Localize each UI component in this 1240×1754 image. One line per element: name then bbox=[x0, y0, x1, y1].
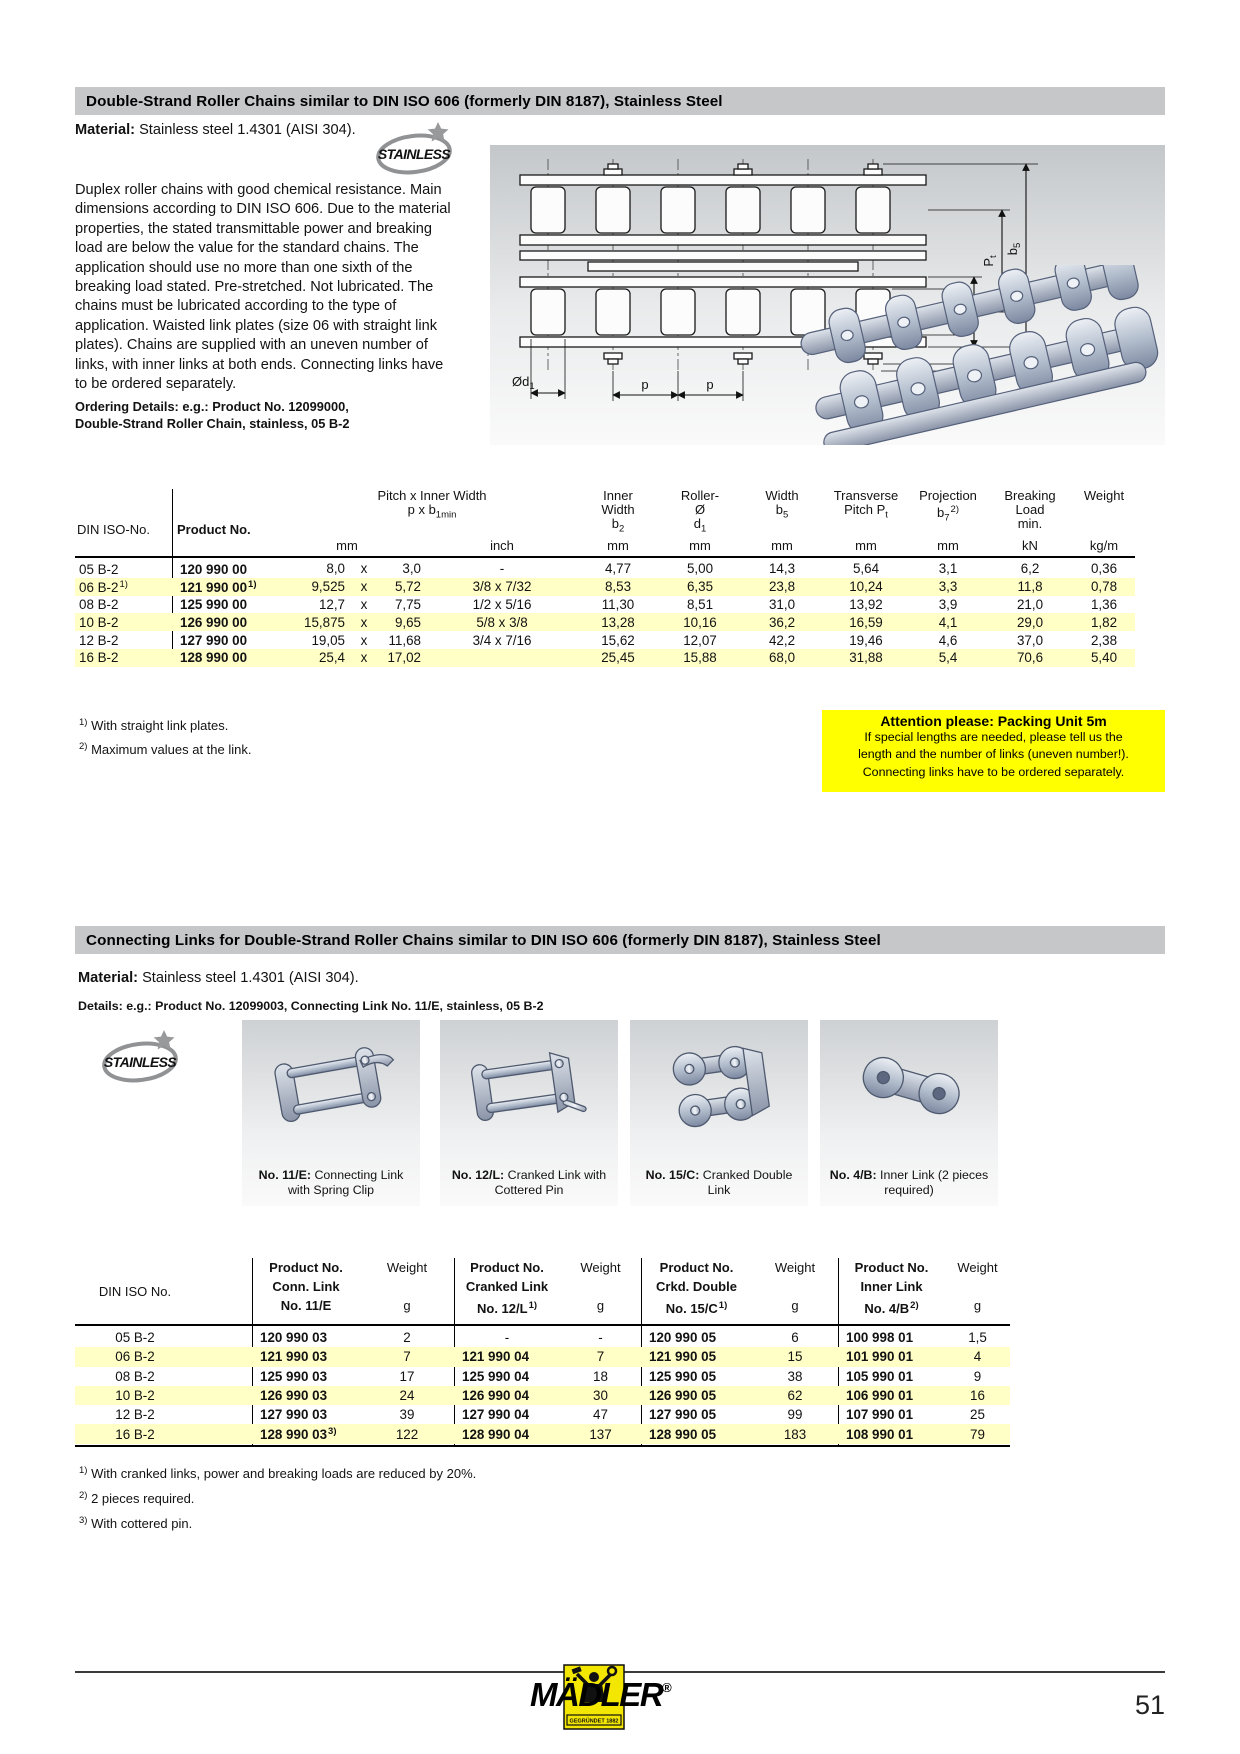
cell-din: 10 B-2 bbox=[79, 614, 119, 630]
cell-weight: 16 bbox=[970, 1388, 985, 1404]
col-header-pitch: Pitch x Inner Width p x $b_{1min}$ bbox=[377, 488, 487, 521]
unit-d1: mm bbox=[689, 538, 711, 553]
cell-product-11e: 120 990 03 bbox=[260, 1330, 328, 1346]
cell-b2: 8,53 bbox=[604, 579, 632, 595]
col-header-weight: Weight bbox=[1083, 488, 1125, 503]
duplex-chain-photo bbox=[790, 265, 1165, 445]
badge-text: STAINLESS bbox=[377, 146, 451, 162]
card-caption: No. 11/E: Connecting Link with Spring Clip bbox=[258, 1167, 404, 1197]
material-value: Stainless steel 1.4301 (AISI 304). bbox=[135, 122, 356, 138]
col-header-din: DIN ISO No. bbox=[98, 1284, 172, 1299]
attention-line: Connecting links have to be ordered separately. bbox=[862, 764, 1125, 779]
cell-weight: 47 bbox=[593, 1407, 608, 1423]
cell-product-4b: 105 990 01 bbox=[846, 1368, 914, 1384]
table-row bbox=[75, 1328, 1010, 1347]
cell-x: x bbox=[360, 614, 368, 630]
cell-kn: 70,6 bbox=[1016, 650, 1044, 666]
col-header-product: Product No. bbox=[177, 522, 251, 537]
attention-box bbox=[822, 710, 1165, 792]
bottom-rule bbox=[75, 1445, 1010, 1447]
cell-b1: 3,0 bbox=[402, 561, 421, 577]
section1-title-bar bbox=[75, 87, 1165, 115]
cell-product-15c: 121 990 05 bbox=[649, 1349, 717, 1365]
unit-w1: g bbox=[403, 1298, 411, 1313]
cell-product-15c: 125 990 05 bbox=[649, 1368, 717, 1384]
unit-weight: kg/m bbox=[1089, 538, 1119, 553]
table-row bbox=[75, 1405, 1010, 1424]
unit-mm: mm bbox=[336, 538, 358, 553]
col-header-pt: Transverse Pitch $P_t$ bbox=[833, 488, 899, 521]
cell-d1: 6,35 bbox=[686, 579, 714, 595]
attention-title: Attention please: Packing Unit 5m bbox=[880, 713, 1107, 729]
cell-b2: 13,28 bbox=[601, 614, 635, 630]
unit-pt: mm bbox=[855, 538, 877, 553]
cell-inch: 3/8 x 7/32 bbox=[472, 579, 532, 595]
col-header-w3: Weight bbox=[774, 1260, 816, 1275]
cranked-link-photo bbox=[454, 1028, 604, 1143]
link-card-4b bbox=[820, 1020, 998, 1206]
cell-pt: 19,46 bbox=[849, 632, 883, 648]
cell-product: 125 990 00 bbox=[180, 596, 248, 612]
cell-product-12l: 126 990 04 bbox=[462, 1388, 530, 1404]
cranked-double-link-photo bbox=[644, 1028, 794, 1143]
section1-description: Duplex roller chains with good chemical resistance. Main dimensions according to DIN ISO 606. Due to the material properties, the stated transmittable power and breaking load are below the value for the standard chains. The application should use no more than one sixth of the breaking load stated. Pre-stretched. Not lubricated. The chains must be lubricated according to the type of application. Waisted link plates (size 06 with straight link plates). Chains are supplied with an uneven number of links, with inner links at both ends. Connecting links have to be ordered separately. bbox=[75, 182, 451, 393]
material-label: Material: bbox=[78, 970, 139, 986]
cell-weight: 24 bbox=[399, 1388, 415, 1404]
cell-product: 120 990 00 bbox=[180, 561, 248, 577]
page-number: 51 bbox=[1134, 1690, 1165, 1720]
cell-b5: 23,8 bbox=[768, 579, 796, 595]
footnote: $^{3)}$ With cottered pin. bbox=[79, 1515, 193, 1531]
cell-product-4b: 101 990 01 bbox=[846, 1349, 914, 1365]
cell-b5: 14,3 bbox=[768, 561, 796, 577]
cell-b1: 11,68 bbox=[388, 632, 421, 648]
cell-din: 08 B-2 bbox=[79, 596, 119, 612]
attention-line: If special lengths are needed, please tell us the bbox=[864, 730, 1123, 744]
footnote: $^{1)}$ With cranked links, power and breaking loads are reduced by 20%. bbox=[79, 1465, 477, 1481]
table-row bbox=[75, 578, 1135, 596]
cell-product-15c: 128 990 05 bbox=[649, 1426, 717, 1442]
cell-product-15c: 127 990 05 bbox=[649, 1407, 717, 1423]
unit-w3: g bbox=[791, 1298, 799, 1313]
footnotes-1 bbox=[78, 712, 251, 760]
cell-din: 12 B-2 bbox=[115, 1407, 155, 1423]
cell-weight: 2 bbox=[403, 1330, 411, 1346]
cell-b7: 3,3 bbox=[938, 579, 958, 595]
header-rule bbox=[75, 556, 1135, 558]
cell-product-11e: 127 990 03 bbox=[260, 1407, 328, 1423]
cell-b7: 4,6 bbox=[938, 632, 958, 648]
cell-din: 10 B-2 bbox=[115, 1388, 155, 1404]
cell-product-4b: 108 990 01 bbox=[846, 1426, 914, 1442]
cell-x: x bbox=[360, 650, 368, 666]
dimensions-table bbox=[75, 487, 1135, 669]
inner-link-photo bbox=[834, 1028, 984, 1143]
cell-din: 06 B-2$^{1)}$ bbox=[79, 578, 128, 595]
cell-product-11e: 128 990 03$^{3)}$ bbox=[260, 1426, 337, 1443]
cell-pitch: 15,875 bbox=[304, 614, 345, 630]
unit-w2: g bbox=[596, 1298, 605, 1313]
cell-pt: 10,24 bbox=[849, 579, 883, 595]
cell-product: 127 990 00 bbox=[180, 632, 248, 648]
unit-kn: kN bbox=[1022, 538, 1038, 553]
cell-b2: 4,77 bbox=[604, 561, 632, 577]
table-row bbox=[75, 649, 1135, 667]
cell-pitch: 8,0 bbox=[326, 561, 345, 577]
cell-weight: 1,5 bbox=[968, 1330, 987, 1346]
cell-kn: 29,0 bbox=[1016, 614, 1044, 630]
cell-b1: 17,02 bbox=[387, 650, 421, 666]
footnote: $^{2)}$ 2 pieces required. bbox=[79, 1490, 195, 1506]
cell-d1: 10,16 bbox=[683, 614, 717, 630]
footnote: $^{1)}$ With straight link plates. bbox=[79, 717, 229, 733]
details-line: Details: e.g.: Product No. 12099003, Connecting Link No. 11/E, stainless, 05 B-2 bbox=[78, 999, 544, 1013]
attention-line: length and the number of links (uneven number!). bbox=[858, 747, 1129, 762]
cell-product-11e: 121 990 03 bbox=[260, 1349, 328, 1365]
cell-weight: 15 bbox=[787, 1349, 803, 1365]
cell-product-11e: 125 990 03 bbox=[260, 1368, 328, 1384]
link-card-12l bbox=[440, 1020, 618, 1206]
cell-product: 121 990 00$^{1)}$ bbox=[180, 578, 257, 595]
footnotes-2 bbox=[78, 1460, 476, 1535]
cell-weight: - bbox=[598, 1330, 603, 1346]
cell-b2: 25,45 bbox=[601, 650, 635, 666]
cell-din: 16 B-2 bbox=[115, 1426, 155, 1442]
cell-weight: 7 bbox=[596, 1349, 605, 1365]
dim-label-d1: $Ød_1$ bbox=[512, 374, 535, 392]
cell-d1: 12,07 bbox=[683, 632, 717, 648]
ordering-line-2: Double-Strand Roller Chain, stainless, 05 B-2 bbox=[75, 415, 350, 431]
cell-pt: 13,92 bbox=[849, 596, 883, 612]
cell-b5: 68,0 bbox=[768, 650, 796, 666]
cell-weight: 5,40 bbox=[1090, 650, 1118, 666]
material-label: Material: bbox=[75, 122, 136, 138]
cell-b7: 3,1 bbox=[938, 561, 958, 577]
col-header-g2: Product No. Cranked Link No. $12/L^{1)}$ bbox=[465, 1260, 549, 1316]
cell-din: 08 B-2 bbox=[115, 1368, 155, 1384]
cell-weight: 79 bbox=[970, 1426, 985, 1442]
cell-product-4b: 107 990 01 bbox=[846, 1407, 914, 1423]
cell-weight: 18 bbox=[593, 1368, 608, 1384]
cell-weight: 17 bbox=[399, 1368, 415, 1384]
section2-title: Connecting Links for Double-Strand Roller Chains similar to DIN ISO 606 (formerly DIN 8187), Stainless Steel bbox=[86, 931, 881, 949]
col-header-g4: Product No. Inner Link No. $4/B^{2)}$ bbox=[854, 1260, 929, 1316]
col-header-b2: Inner Width $b_2$ bbox=[601, 488, 635, 535]
ordering-details bbox=[75, 399, 349, 432]
logo-founded: GEGRÜNDET 1882 bbox=[569, 1718, 619, 1725]
badge-text: STAINLESS bbox=[103, 1054, 177, 1070]
cell-product-12l: 127 990 04 bbox=[462, 1407, 530, 1423]
link-card-15c bbox=[630, 1020, 808, 1206]
col-header-d1: Roller- Ø $d_1$ bbox=[680, 488, 720, 535]
cell-din: 06 B-2 bbox=[115, 1349, 155, 1365]
col-header-w2: Weight bbox=[580, 1260, 621, 1275]
cell-inch: 1/2 x 5/16 bbox=[472, 596, 532, 612]
table-row bbox=[75, 596, 1135, 614]
section1-title: Double-Strand Roller Chains similar to DIN ISO 606 (formerly DIN 8187), Stainless Steel bbox=[86, 92, 723, 110]
col-header-g1: Product No. Conn. Link No. 11/E bbox=[269, 1260, 343, 1313]
cell-din: 05 B-2 bbox=[115, 1330, 155, 1346]
cell-d1: 8,51 bbox=[686, 596, 714, 612]
cell-d1: 5,00 bbox=[686, 561, 714, 577]
registered-mark: ® bbox=[662, 1680, 672, 1695]
unit-b7: mm bbox=[937, 538, 959, 553]
table-row bbox=[75, 613, 1135, 631]
cell-kn: 37,0 bbox=[1016, 632, 1044, 648]
cell-product-12l: 125 990 04 bbox=[462, 1368, 530, 1384]
col-header-b5: Width $b_5$ bbox=[765, 488, 799, 521]
dim-label-b5: $b_5$ bbox=[1005, 242, 1023, 256]
cell-product-15c: 126 990 05 bbox=[649, 1388, 717, 1404]
cell-weight: 0,78 bbox=[1090, 579, 1118, 595]
cell-pt: 31,88 bbox=[849, 650, 883, 666]
material-line-2 bbox=[78, 970, 359, 986]
unit-inch: inch bbox=[490, 538, 514, 553]
material-value: Stainless steel 1.4301 (AISI 304). bbox=[138, 970, 359, 986]
cell-product-12l: 128 990 04 bbox=[462, 1426, 530, 1442]
card-caption: No. 4/B: Inner Link (2 pieces required) bbox=[829, 1167, 989, 1197]
cell-weight: 1,36 bbox=[1090, 596, 1118, 612]
cell-pitch: 25,4 bbox=[318, 650, 345, 666]
cell-product: 128 990 00 bbox=[180, 650, 248, 666]
col-header-kn: Breaking Load min. bbox=[1004, 488, 1056, 531]
cell-kn: 6,2 bbox=[1020, 561, 1040, 577]
cell-pitch: 9,525 bbox=[311, 579, 345, 595]
cell-product-4b: 106 990 01 bbox=[846, 1388, 914, 1404]
unit-b5: mm bbox=[771, 538, 793, 553]
unit-b2: mm bbox=[607, 538, 629, 553]
link-card-11e bbox=[242, 1020, 420, 1206]
col-header-w1: Weight bbox=[386, 1260, 428, 1275]
table-row bbox=[75, 1386, 1010, 1405]
cell-b1: 5,72 bbox=[394, 579, 421, 595]
cell-d1: 15,88 bbox=[683, 650, 717, 666]
cell-weight: 6 bbox=[791, 1330, 799, 1346]
cell-b7: 3,9 bbox=[938, 596, 958, 612]
cell-weight: 137 bbox=[589, 1426, 612, 1442]
cell-weight: 39 bbox=[399, 1407, 415, 1423]
cell-b7: 4,1 bbox=[938, 614, 958, 630]
cell-weight: 62 bbox=[787, 1388, 803, 1404]
section2-title-bar bbox=[75, 926, 1165, 954]
cell-pitch: 12,7 bbox=[318, 596, 345, 612]
cell-b1: 9,65 bbox=[394, 614, 421, 630]
cell-inch: 3/4 x 7/16 bbox=[472, 632, 532, 648]
cell-product-12l: - bbox=[504, 1330, 510, 1346]
cell-din: 16 B-2 bbox=[79, 650, 119, 666]
header-rule bbox=[75, 1324, 1010, 1326]
cell-kn: 11,8 bbox=[1017, 579, 1043, 595]
stainless-badge-icon bbox=[374, 122, 454, 178]
card-caption: No. 15/C: Cranked Double Link bbox=[645, 1167, 793, 1197]
cell-weight: 0,36 bbox=[1090, 561, 1118, 577]
table-row bbox=[75, 1367, 1010, 1386]
table-body bbox=[75, 1328, 1010, 1444]
cell-pt: 5,64 bbox=[852, 561, 880, 577]
brand-wordmark: MÄDLER® bbox=[530, 1676, 672, 1713]
cell-x: x bbox=[360, 561, 368, 577]
cell-product-11e: 126 990 03 bbox=[260, 1388, 328, 1404]
cell-b1: 7,75 bbox=[394, 596, 421, 612]
cell-product-12l: 121 990 04 bbox=[462, 1349, 530, 1365]
cell-x: x bbox=[360, 632, 368, 648]
cell-b7: 5,4 bbox=[938, 650, 958, 666]
connecting-link-photo bbox=[256, 1028, 406, 1143]
cell-din: 05 B-2 bbox=[79, 561, 119, 577]
cell-weight: 9 bbox=[973, 1368, 982, 1384]
dim-label-p1: p bbox=[641, 377, 649, 392]
cell-kn: 21,0 bbox=[1016, 596, 1044, 612]
cell-weight: 4 bbox=[973, 1349, 982, 1365]
table-row bbox=[75, 1347, 1010, 1366]
cell-weight: 99 bbox=[787, 1407, 803, 1423]
footnote: $^{2)}$ Maximum values at the link. bbox=[79, 741, 252, 757]
cell-weight: 38 bbox=[787, 1368, 803, 1384]
cell-x: x bbox=[360, 579, 368, 595]
cell-pt: 16,59 bbox=[849, 614, 883, 630]
col-header-din: DIN ISO-No. bbox=[77, 522, 150, 537]
technical-panel bbox=[490, 145, 1165, 445]
cell-product-15c: 120 990 05 bbox=[649, 1330, 717, 1346]
table-body bbox=[75, 560, 1135, 667]
cell-b2: 11,30 bbox=[601, 596, 635, 612]
col-header-b7: Projection $b_7^{2)}$ bbox=[919, 488, 977, 524]
cell-weight: 183 bbox=[783, 1426, 807, 1442]
cell-weight: 30 bbox=[593, 1388, 608, 1404]
card-caption: No. 12/L: Cranked Link with Cottered Pin bbox=[451, 1167, 607, 1197]
ordering-line-1: Ordering Details: e.g.: Product No. 12099000, bbox=[75, 399, 349, 414]
cell-inch: 5/8 x 3/8 bbox=[476, 614, 528, 630]
cell-weight: 1,82 bbox=[1090, 614, 1118, 630]
connecting-links-table bbox=[75, 1256, 1010, 1446]
cell-b5: 42,2 bbox=[768, 632, 796, 648]
cell-b5: 36,2 bbox=[768, 614, 796, 630]
dim-label-p2: p bbox=[706, 377, 714, 392]
cell-x: x bbox=[360, 596, 368, 612]
cell-weight: 7 bbox=[403, 1349, 411, 1365]
col-header-g3: Product No. Crkd. Double No. $15/C^{1)}$ bbox=[656, 1260, 737, 1316]
cell-b2: 15,62 bbox=[601, 632, 635, 648]
cell-din: 12 B-2 bbox=[79, 632, 119, 648]
stainless-badge-icon bbox=[100, 1030, 180, 1086]
unit-w4: g bbox=[973, 1298, 982, 1313]
cell-pitch: 19,05 bbox=[311, 632, 345, 648]
cell-weight: 25 bbox=[970, 1407, 985, 1423]
table-row bbox=[75, 631, 1135, 649]
table-row bbox=[75, 560, 1135, 578]
table-row bbox=[75, 1424, 1010, 1443]
cell-b5: 31,0 bbox=[768, 596, 796, 612]
cell-weight: 122 bbox=[395, 1426, 419, 1442]
col-header-w4: Weight bbox=[957, 1260, 998, 1275]
cell-product-4b: 100 998 01 bbox=[846, 1330, 914, 1346]
cell-product: 126 990 00 bbox=[180, 614, 248, 630]
dim-label-pt: $P_t$ bbox=[981, 255, 999, 267]
cell-inch: - bbox=[499, 561, 505, 577]
cell-weight: 2,38 bbox=[1090, 632, 1118, 648]
material-line-1 bbox=[75, 122, 356, 138]
